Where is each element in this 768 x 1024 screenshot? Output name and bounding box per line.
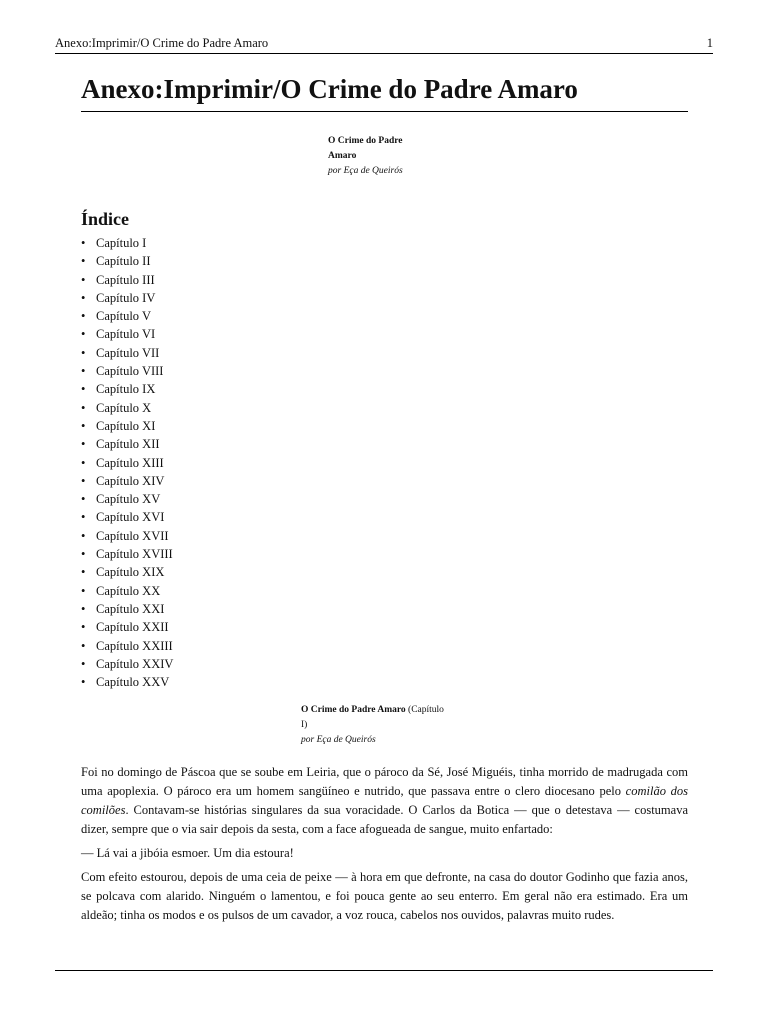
toc-item-label[interactable]: Capítulo VIII	[96, 364, 164, 379]
toc-heading: Índice	[81, 209, 130, 229]
toc-item[interactable]	[81, 545, 173, 563]
toc-item[interactable]	[81, 344, 173, 362]
bullet-icon: •	[81, 272, 86, 287]
chapter-infobox	[301, 703, 471, 748]
bullet-icon: •	[81, 327, 86, 342]
bullet-icon: •	[81, 455, 86, 470]
bullet-icon: •	[81, 400, 86, 415]
paragraph	[81, 763, 688, 839]
toc-item-label[interactable]: Capítulo VII	[96, 345, 160, 360]
toc-item-label[interactable]: Capítulo XXI	[96, 601, 165, 616]
chapter-author: por Eça de Queirós	[301, 735, 376, 745]
bullet-icon: •	[81, 528, 86, 543]
toc-item[interactable]	[81, 271, 173, 289]
paragraph: — Lá vai a jibóia esmoer. Um dia estoura!	[81, 846, 294, 860]
bullet-icon: •	[81, 510, 86, 525]
bullet-icon: •	[81, 492, 86, 507]
toc-item-label[interactable]: Capítulo IV	[96, 290, 156, 305]
paragraph-text: Foi no domingo de Páscoa que se soube em Leiria, que o pároco da Sé, José Miguéis, tinha morrido de madrugada com uma apoplexia. O pároco era um homem sangüíneo e nutrido, que passava entre o clero diocesano pelo	[81, 765, 688, 798]
toc-item[interactable]	[81, 380, 173, 398]
toc-item-label[interactable]: Capítulo XX	[96, 583, 161, 598]
toc-item[interactable]	[81, 508, 173, 526]
toc-item[interactable]	[81, 435, 173, 453]
toc-item[interactable]	[81, 417, 173, 435]
chapter-text	[81, 763, 688, 930]
toc-item-label[interactable]: Capítulo XXIII	[96, 638, 173, 653]
toc-item-label[interactable]: Capítulo I	[96, 236, 147, 250]
toc-item[interactable]	[81, 637, 173, 655]
toc-item[interactable]	[81, 362, 173, 380]
bullet-icon: •	[81, 473, 86, 488]
bullet-icon: •	[81, 290, 86, 305]
toc-item-label[interactable]: Capítulo III	[96, 272, 155, 287]
toc-item-label[interactable]: Capítulo XIX	[96, 565, 165, 580]
toc-item-label[interactable]: Capítulo X	[96, 400, 152, 415]
toc-item[interactable]	[81, 563, 173, 581]
bullet-icon: •	[81, 583, 86, 598]
toc-item[interactable]	[81, 252, 173, 270]
toc-item[interactable]	[81, 399, 173, 417]
toc-item-label[interactable]: Capítulo IX	[96, 382, 156, 397]
toc-item-label[interactable]: Capítulo XVI	[96, 510, 165, 525]
running-header	[55, 36, 713, 54]
toc-item[interactable]	[81, 490, 173, 508]
bullet-icon: •	[81, 656, 86, 671]
chapter-label-continued: I)	[301, 720, 308, 730]
chapter-book-title: O Crime do Padre Amaro	[301, 705, 406, 715]
toc-item[interactable]	[81, 600, 173, 618]
bullet-icon: •	[81, 345, 86, 360]
toc-item-label[interactable]: Capítulo XVIII	[96, 547, 173, 562]
toc-item[interactable]	[81, 454, 173, 472]
toc-item[interactable]	[81, 655, 173, 673]
paragraph-italic: comilão dos comilões	[81, 784, 688, 817]
bullet-icon: •	[81, 620, 86, 635]
book-title-line1: O Crime do Padre	[328, 136, 403, 146]
bullet-icon: •	[81, 382, 86, 397]
bullet-icon: •	[81, 254, 86, 269]
toc-item[interactable]	[81, 307, 173, 325]
toc-item[interactable]	[81, 234, 173, 252]
toc-item[interactable]	[81, 618, 173, 636]
bullet-icon: •	[81, 364, 86, 379]
bullet-icon: •	[81, 638, 86, 653]
toc-item-label[interactable]: Capítulo XII	[96, 437, 160, 452]
toc-item[interactable]	[81, 289, 173, 307]
page-title: Anexo:Imprimir/O Crime do Padre Amaro	[81, 71, 688, 112]
running-header-title: Anexo:Imprimir/O Crime do Padre Amaro	[55, 36, 269, 50]
bullet-icon: •	[81, 309, 86, 324]
page-number: 1	[706, 36, 713, 50]
book-title-line2: Amaro	[328, 151, 357, 161]
toc-item-label[interactable]: Capítulo XIV	[96, 473, 165, 488]
bullet-icon: •	[81, 565, 86, 580]
toc-item[interactable]	[81, 582, 173, 600]
footer-rule	[55, 970, 713, 971]
toc-item-label[interactable]: Capítulo XXV	[96, 675, 170, 690]
bullet-icon: •	[81, 601, 86, 616]
toc-item-label[interactable]: Capítulo XXIV	[96, 656, 174, 671]
toc-item-label[interactable]: Capítulo XV	[96, 492, 161, 507]
toc-item[interactable]	[81, 527, 173, 545]
bullet-icon: •	[81, 675, 86, 690]
chapter-label: (Capítulo	[408, 705, 444, 715]
toc-item[interactable]	[81, 673, 173, 691]
toc-item-label[interactable]: Capítulo XI	[96, 418, 156, 433]
toc-item-label[interactable]: Capítulo V	[96, 309, 151, 324]
toc-list	[81, 234, 173, 691]
book-infobox	[328, 134, 418, 179]
paragraph-text: . Contavam-se histórias singulares da sua voracidade. O Carlos da Botica — que o detestava — costumava dizer, sempre que o via sair depois da sesta, com a face afogueada de sangue, muito enfartado:	[81, 803, 688, 836]
bullet-icon: •	[81, 437, 86, 452]
toc-item-label[interactable]: Capítulo VI	[96, 327, 156, 342]
toc-item-label[interactable]: Capítulo II	[96, 254, 151, 269]
bullet-icon: •	[81, 418, 86, 433]
toc-item[interactable]	[81, 325, 173, 343]
paragraph: Com efeito estourou, depois de uma ceia de peixe — à hora em que defronte, na casa do doutor Godinho que fazia anos, se polcava com alarido. Ninguém o lamentou, e foi pouca gente ao seu enterro. Em geral não era estimado. Era um aldeão; tinha os modos e os pulsos de um cavador, a voz rouca, cabelos nos ouvidos, palavras muito rudes.	[81, 870, 688, 922]
bullet-icon: •	[81, 236, 86, 250]
toc-item-label[interactable]: Capítulo XIII	[96, 455, 164, 470]
toc-item[interactable]	[81, 472, 173, 490]
toc-item-label[interactable]: Capítulo XXII	[96, 620, 169, 635]
toc-item-label[interactable]: Capítulo XVII	[96, 528, 169, 543]
book-author: por Eça de Queirós	[328, 166, 403, 176]
bullet-icon: •	[81, 547, 86, 562]
